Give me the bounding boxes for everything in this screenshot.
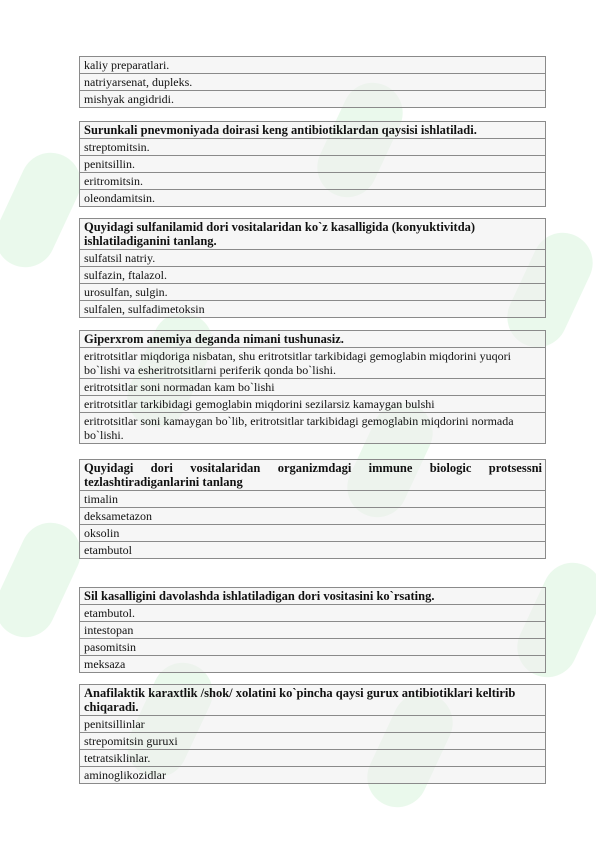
answer-row — [80, 139, 546, 156]
answer-row — [80, 74, 546, 91]
answer-option: aminoglikozidlar — [80, 767, 546, 784]
answer-option: natriyarsenat, dupleks. — [80, 74, 546, 91]
answer-option: intestopan — [80, 622, 546, 639]
answer-option: oleondamitsin. — [80, 190, 546, 207]
answer-row — [80, 622, 546, 639]
answer-option: etambutol. — [80, 605, 546, 622]
answer-row — [80, 267, 546, 284]
answer-table — [79, 56, 546, 108]
answer-option: penitsillinlar — [80, 716, 546, 733]
question-row — [80, 685, 546, 716]
question-text: Sil kasalligini davolashda ishlatiladigan dori vositasini ko`rsating. — [80, 588, 546, 605]
answer-row — [80, 733, 546, 750]
answer-option: sulfatsil natriy. — [80, 250, 546, 267]
answer-row — [80, 750, 546, 767]
question-table — [79, 121, 546, 207]
answer-option: kaliy preparatlari. — [80, 57, 546, 74]
answer-row — [80, 413, 546, 444]
answer-row — [80, 605, 546, 622]
question-table — [79, 218, 546, 318]
question-text: Quyidagi dori vositalaridan organizmdagi immune biologic protsessni tezlashtiradiganlarini tanlang — [80, 460, 546, 491]
answer-row — [80, 348, 546, 379]
answer-option: deksametazon — [80, 508, 546, 525]
answer-row — [80, 767, 546, 784]
answer-row — [80, 639, 546, 656]
answer-option: sulfazin, ftalazol. — [80, 267, 546, 284]
question-table — [79, 459, 546, 559]
answer-row — [80, 301, 546, 318]
answer-row — [80, 491, 546, 508]
answer-row — [80, 525, 546, 542]
answer-option: sulfalen, sulfadimetoksin — [80, 301, 546, 318]
question-row — [80, 122, 546, 139]
answer-row — [80, 508, 546, 525]
answer-option: eritrotsitlar tarkibidagi gemoglabin miqdorini sezilarsiz kamaygan bulshi — [80, 396, 546, 413]
answer-row — [80, 250, 546, 267]
question-row — [80, 219, 546, 250]
answer-option: timalin — [80, 491, 546, 508]
question-table — [79, 330, 546, 444]
answer-option: eritrotsitlar soni kamaygan bo`lib, eritrotsitlar tarkibidagi gemoglabin miqdorini normada bo`lishi. — [80, 413, 546, 444]
watermark-logo — [0, 513, 91, 647]
answer-option: eritrotsitlar soni normadan kam bo`lishi — [80, 379, 546, 396]
answer-row — [80, 284, 546, 301]
question-table — [79, 684, 546, 784]
answer-row — [80, 396, 546, 413]
answer-row — [80, 542, 546, 559]
answer-row — [80, 190, 546, 207]
answer-option: eritromitsin. — [80, 173, 546, 190]
answer-option: eritrotsitlar miqdoriga nisbatan, shu eritrotsitlar tarkibidagi gemoglabin miqdorini yuqori bo`lishi va esheritrotsitlarni periferik qonda bo`lishi. — [80, 348, 546, 379]
answer-option: streptomitsin. — [80, 139, 546, 156]
answer-row — [80, 379, 546, 396]
answer-option: penitsillin. — [80, 156, 546, 173]
answer-option: urosulfan, sulgin. — [80, 284, 546, 301]
question-row — [80, 588, 546, 605]
answer-option: etambutol — [80, 542, 546, 559]
answer-row — [80, 656, 546, 673]
answer-row — [80, 156, 546, 173]
question-row — [80, 331, 546, 348]
question-text: Surunkali pnevmoniyada doirasi keng antibiotiklardan qaysisi ishlatiladi. — [80, 122, 546, 139]
answer-option: meksaza — [80, 656, 546, 673]
question-text: Anafilaktik karaxtlik /shok/ xolatini ko`pincha qaysi gurux antibiotiklari keltirib chiqaradi. — [80, 685, 546, 716]
watermark-logo — [0, 143, 91, 277]
question-text: Quyidagi sulfanilamid dori vositalaridan ko`z kasalligida (konyuktivitda) ishlatiladiganini tanlang. — [80, 219, 546, 250]
answer-option: pasomitsin — [80, 639, 546, 656]
question-text: Giperxrom anemiya deganda nimani tushunasiz. — [80, 331, 546, 348]
answer-option: mishyak angidridi. — [80, 91, 546, 108]
answer-row — [80, 173, 546, 190]
answer-row — [80, 716, 546, 733]
answer-row — [80, 57, 546, 74]
answer-option: tetratsiklinlar. — [80, 750, 546, 767]
answer-option: oksolin — [80, 525, 546, 542]
answer-option: strepomitsin guruxi — [80, 733, 546, 750]
question-table — [79, 587, 546, 673]
question-row — [80, 460, 546, 491]
answer-row — [80, 91, 546, 108]
